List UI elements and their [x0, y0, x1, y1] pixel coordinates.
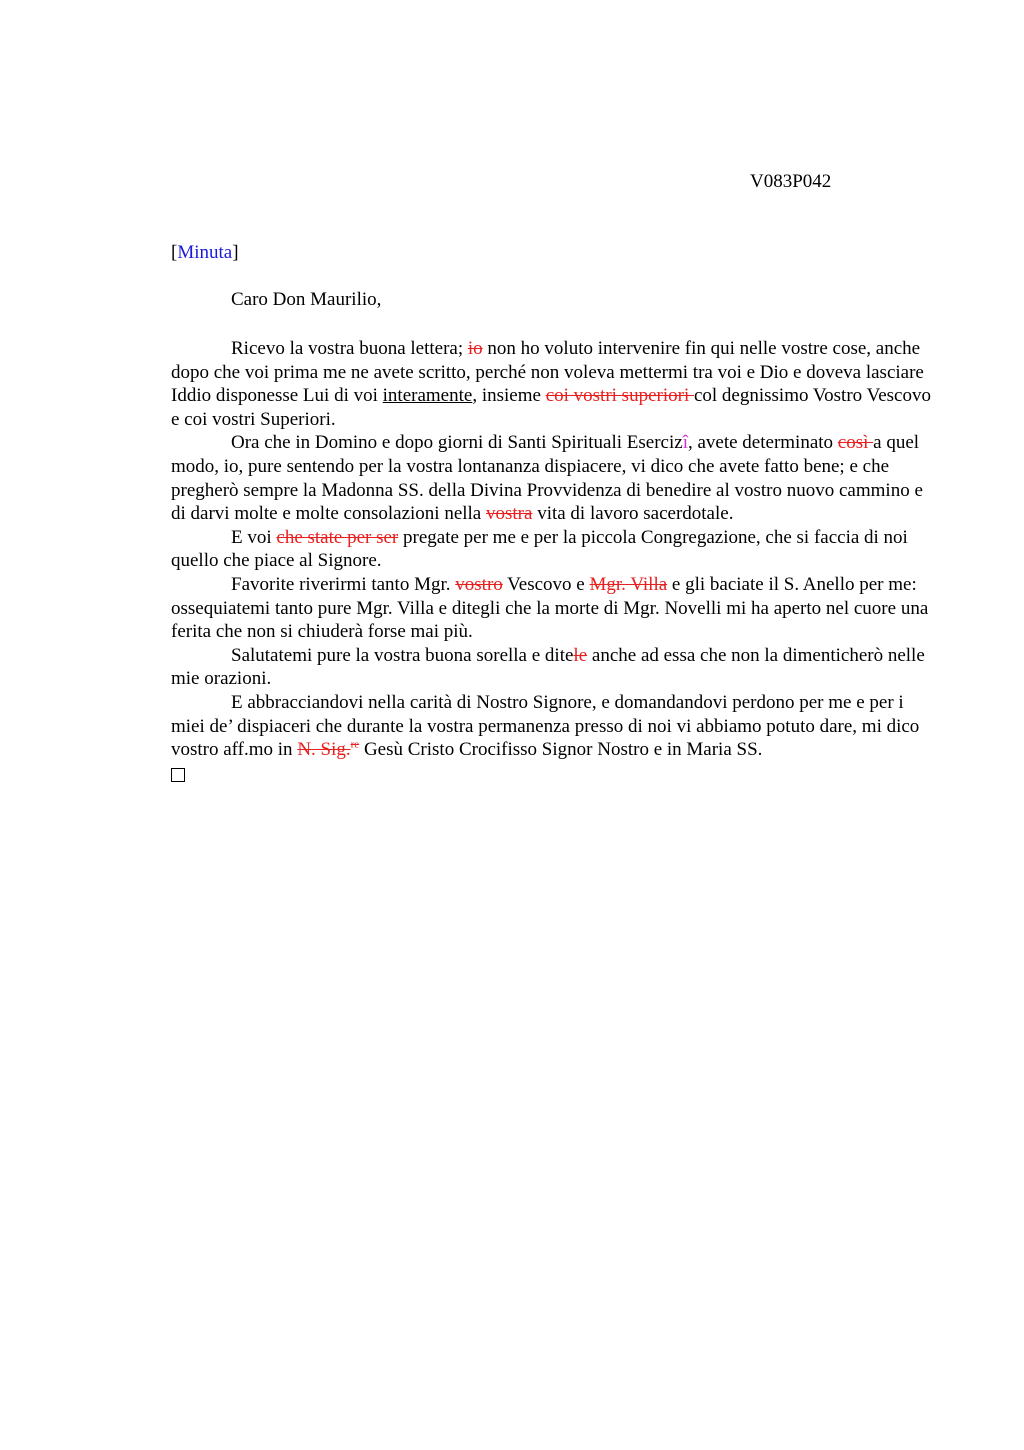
text-run: Ora che in Domino e dopo giorni di Santi Spirituali Esercizî [231, 432, 688, 454]
text-run: Salutatemi pure la vostra buona sorella e dite [231, 644, 574, 666]
document-label [171, 242, 239, 264]
deleted-text: vostro [455, 573, 503, 595]
text-run: pregate per me e per la piccola Congregazione, che si faccia di noi quello che piace al Signore. [171, 526, 908, 572]
underlined-text: interamente [382, 385, 473, 407]
deleted-text: vostra [486, 503, 533, 525]
deleted-text: io [467, 338, 483, 359]
page-identifier: V083P042 [750, 171, 832, 192]
deleted-text: così [837, 432, 874, 454]
text-run: Favorite riverirmi tanto Mgr. [231, 573, 456, 595]
text-run: E abbracciandovi nella carità di Nostro Signore, e domandandovi perdono per me e per i miei de’ dispiaceri che durante la vostra permanenza presso di noi vi abbiamo potuto dare, mi dico vostro aff.mo in [171, 691, 920, 761]
label-close-bracket: ] [232, 242, 239, 263]
salutation: Caro Don Maurilio, [231, 289, 382, 310]
paragraph-5 [171, 644, 931, 691]
deleted-text: che state per ser [276, 526, 399, 548]
text-run: Ricevo la vostra buona lettera; [231, 338, 468, 359]
inserted-text: î [682, 432, 688, 454]
text-run: non ho voluto intervenire fin qui nelle vostre cose, anche dopo che voi prima me ne avete scritto, perché non voleva mettermi tra voi e Dio e doveva lasciare Iddio disponesse Lui di voi [171, 338, 924, 407]
deleted-text: le [573, 644, 588, 666]
text-run: , avete determinato [687, 432, 838, 454]
text-run: a quel modo, io, pure sentendo per la vostra lontananza dispiacere, vi dico che avete fatto bene; e che pregherò sempre la Madonna SS. della Divina Provvidenza di benedire al vostro nuovo cammino e di darvi molte e molte consolazioni nella [171, 432, 923, 525]
text-run: Vescovo e [502, 573, 590, 595]
text-run: Gesù Cristo Crocifisso Signor Nostro e in Maria SS. [359, 739, 763, 761]
deleted-text: Mgr. Villa [589, 573, 668, 595]
text-run: col degnissimo Vostro Vescovo e coi vostri Superiori. [171, 385, 931, 430]
paragraph-6 [171, 691, 931, 762]
deleted-superscript: re [350, 738, 360, 751]
end-marker-icon [171, 762, 931, 789]
label-open-bracket: [ [171, 242, 178, 263]
deleted-text: coi vostri superiori [545, 385, 694, 407]
letter-body [171, 337, 931, 788]
label-minuta: Minuta [177, 242, 233, 263]
text-run: vita di lavoro sacerdotale. [532, 503, 734, 525]
text-run: anche ad essa che non la dimenticherò nelle mie orazioni. [171, 644, 925, 690]
paragraph-1 [171, 337, 931, 431]
deleted-text: N. Sig. [297, 739, 351, 761]
text-run: E voi [231, 526, 277, 548]
text-run: e gli baciate il S. Anello per me: ossequiatemi tanto pure Mgr. Villa e ditegli che la morte di Mgr. Novelli mi ha aperto nel cuore una ferita che non si chiuderà forse mai più. [171, 573, 929, 643]
square-box-icon [171, 768, 185, 782]
paragraph-4 [171, 573, 931, 644]
text-run: , insieme [472, 385, 546, 407]
paragraph-2 [171, 431, 931, 525]
paragraph-3 [171, 526, 931, 573]
